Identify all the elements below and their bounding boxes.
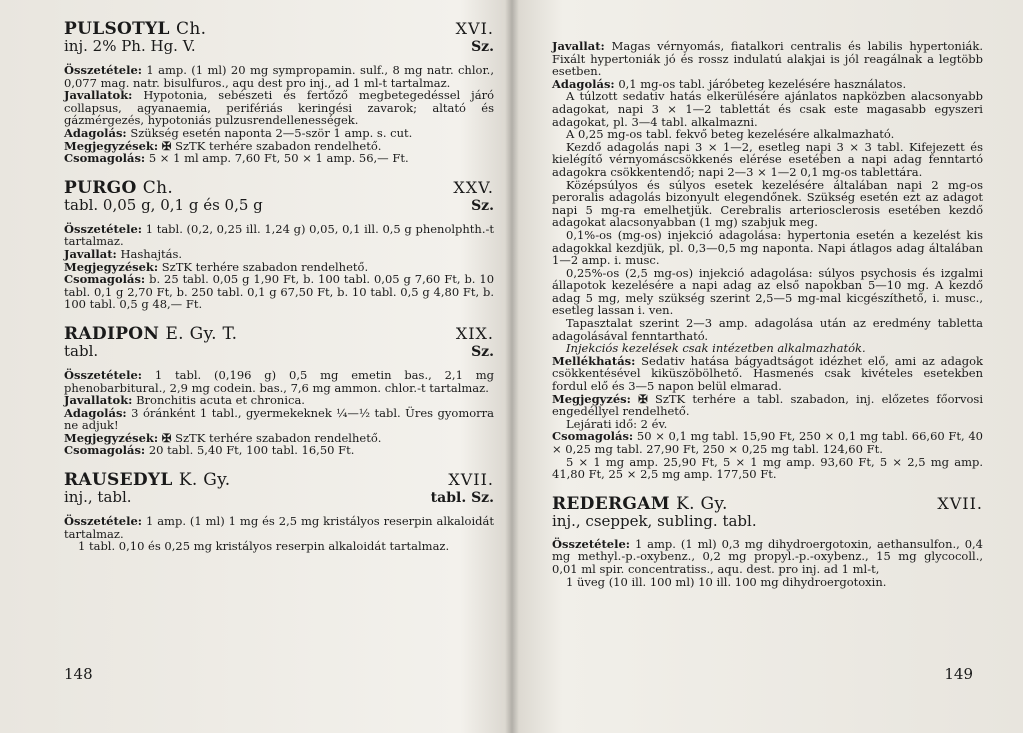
dosage: Adagolás: 3 óránként 1 tabl., gyermekeknek ¼—½ tabl. Üres gyomorra ne adjuk! [64, 405, 495, 433]
remarks: Megjegyzések: ✠ SzTK terhére szabadon rendelhető. [64, 430, 382, 445]
drug-form: inj., tabl. [64, 488, 132, 507]
remarks: Megjegyzések: ✠ SzTK terhére szabadon rendelhető. [64, 138, 382, 153]
drug-name: REDERGAM [552, 493, 670, 514]
drug-company: K. Gy. [676, 493, 728, 514]
drug-sz: Sz. [471, 343, 494, 360]
expiry: Lejárati idő: 2 év. [566, 416, 668, 431]
right-page [512, 0, 1023, 733]
packaging: Csomagolás: 50 × 0,1 mg tabl. 15,90 Ft, 250 × 0,1 mg tabl. 66,60 Ft, 40 × 0,25 mg tabl. 27,90 Ft, 250 × 0,25 mg tabl. 124,60 Ft. [552, 429, 983, 456]
entry-radipon [64, 325, 494, 457]
drug-sz: Sz. [471, 197, 494, 214]
dosage-paragraph: Kezdő adagolás napi 3 × 1—2, esetleg napi 3 × 3 tabl. Kifejezett és kielégítő vérnyomáscsökkenés elérése esetében a napi adag fenntartó adagokra csökkentendő; napi 2—3 × 1—2 0,1 mg-os tablettára. [552, 139, 983, 179]
composition: Összetétele: 1 tabl. (0,196 g) 0,5 mg emetin bas., 2,1 mg phenobarbitural., 2,9 mg codein. bas., 7,6 mg ammon. chlor.-t tartalmaz. [64, 367, 494, 395]
page-number: 148 [64, 665, 93, 683]
entry-redergam [552, 495, 983, 588]
drug-company: E. Gy. T. [165, 323, 238, 344]
composition: Összetétele: 1 amp. (1 ml) 20 mg sympropamin. sulf., 8 mg natr. chlor., 0,077 mag. natr. bisulfuros., aqu dest pro inj., ad 1 ml-t tartalmaz. [64, 63, 494, 90]
entry-header [552, 495, 983, 513]
drug-name: RADIPON [64, 323, 160, 344]
drug-class-number: XXV. [453, 177, 494, 197]
dosage-note: Injekciós kezelések csak intézetben alkalmazhatók. [566, 341, 866, 356]
dosage-paragraph: A 0,25 mg-os tabl. fekvő beteg kezelésére alkalmazható. [566, 127, 895, 142]
cross-icon: ✠ [161, 138, 172, 153]
entry-header [64, 471, 494, 489]
drug-form: inj. 2% Ph. Hg. V. [64, 37, 196, 55]
composition: Összetétele: 1 tabl. (0,2, 0,25 ill. 1,24 g) 0,05, 0,1 ill. 0,5 g phenolphth.-t tartalmaz. [64, 221, 494, 249]
packaging: Csomagolás: b. 25 tabl. 0,05 g 1,90 Ft, b. 100 tabl. 0,05 g 7,60 Ft, b. 10 tabl. 0,1 g 2,70 Ft, b. 250 tabl. 0,1 g 67,50 Ft, b. 10 tabl. 0,5 g 4,80 Ft, b. 100 tabl. 0,5 g 48,— Ft. [64, 272, 495, 312]
entry-header [64, 325, 494, 343]
drug-form: inj., cseppek, subling. tabl. [552, 511, 757, 530]
composition: Összetétele: 1 amp. (1 ml) 0,3 mg dihydroergotoxin, aethansulfon., 0,4 mg methyl.-p.-oxybenz., 0,2 mg propyl.-p.-oxybenz., 15 mg glycocoll., 0,01 ml spir. concentratiss., aqu. dest. pro inj. ad 1 ml-t, [552, 536, 983, 576]
side-effects: Mellékhatás: Sedativ hatása bágyadtságot idézhet elő, ami az adagok csökkentésével kiküszöbölhető. Hasmenés csak kivételes esetekben fordul elő és 3—5 napon belül elmarad. [552, 353, 983, 394]
remarks: Megjegyzés: ✠ SzTK terhére a tabl. szabadon, inj. előzetes főorvosi engedéllyel rendelhető. [552, 391, 983, 419]
packaging-injections: 5 × 1 mg amp. 25,90 Ft, 5 × 1 mg amp. 93,60 Ft, 5 × 2,5 mg amp. 41,80 Ft, 25 × 2,5 mg amp. 177,50 Ft. [552, 454, 983, 482]
indications: Javallatok: Hypotonia, sebészeti és fertőző megbetegedéssel járó collapsus, agyanaemia, perifériás keringési zavarok; altató és gázmérgezés, hypotoniás pulzusrendellenességek. [64, 88, 495, 128]
drug-company: Ch. [142, 177, 174, 198]
composition-drops: 1 üveg (10 ill. 100 ml) 10 ill. 100 mg dihydroergotoxin. [566, 574, 887, 589]
entry-rausedyl [64, 471, 494, 553]
cross-icon: ✠ [638, 391, 648, 406]
entry-header [64, 20, 494, 38]
drug-sz: Sz. [471, 39, 494, 55]
remarks: Megjegyzések: SzTK terhére szabadon rendelhető. [64, 259, 369, 274]
entry-rausedyl-continued [552, 40, 983, 481]
dosage-paragraph: 0,1%-os (mg-os) injekció adagolása: hypertonia esetén a kezelést kis adagokkal kezdjük, pl. 0,3—0,5 mg naponta. Napi átlagos adag általában 1—2 amp. i. musc. [552, 227, 983, 268]
dosage-paragraph: 0,25%-os (2,5 mg-os) injekció adagolása: súlyos psychosis és izgalmi állapotok kezelésére a napi adag az első napokban 5—10 mg. A kezdő adag 5 mg, mely szükség szerint 2,5—5 mg-mal kicgészíthető, i. musc., esetleg lassan i. ven. [552, 265, 983, 318]
drug-class-number: XVII. [937, 493, 983, 513]
drug-class-number: XVII. [448, 470, 494, 490]
cross-icon: ✠ [161, 430, 172, 445]
drug-form: tabl. [64, 341, 99, 360]
drug-name: PURGO [64, 177, 137, 198]
drug-sz: tabl. Sz. [430, 490, 494, 507]
entry-header [64, 179, 494, 197]
dosage-paragraph: A túlzott sedativ hatás elkerülésére ajánlatos napközben alacsonyabb adagokat, napi 3 × 1—2 tablettát és csak este magasabb egyszeri adagokat, pl. 3—4 tabl. alkalmazni. [552, 89, 983, 129]
indications: Javallat: Magas vérnyomás, fiatalkori centralis és labilis hypertoniák. Fixált hypertoniák jó és rossz indulatú alakjai is jól reagálnak a legtöbb esetben. [552, 39, 983, 79]
composition: Összetétele: 1 amp. (1 ml) 1 mg és 2,5 mg kristályos reserpin alkaloidát tartalmaz. [64, 514, 494, 541]
dosage: Adagolás: Szükség esetén naponta 2—5-ször 1 amp. s. cut. [64, 125, 413, 140]
packaging: Csomagolás: 5 × 1 ml amp. 7,60 Ft, 50 × 1 amp. 56,— Ft. [64, 151, 409, 166]
drug-name: RAUSEDYL [64, 470, 173, 491]
drug-name: PULSOTYL [64, 19, 170, 39]
drug-class-number: XVI. [455, 19, 494, 38]
indications: Javallat: Hashajtás. [64, 246, 183, 261]
indications: Javallatok: Bronchitis acuta et chronica. [64, 393, 305, 408]
drug-class-number: XIX. [455, 323, 494, 343]
dosage-paragraph: Tapasztalat szerint 2—3 amp. adagolása után az eredmény tabletta adagolásával fenntartható. [552, 316, 983, 343]
packaging: Csomagolás: 20 tabl. 5,40 Ft, 100 tabl. 16,50 Ft. [64, 443, 355, 458]
dosage-paragraph: Középsúlyos és súlyos esetek kezelésére általában napi 2 mg-os peroralis adagolás bizonyult elegendőnek. Szükség esetén ezt az adagot napi 5 mg-ra emelhetjük. Cerebralis arteriosclerosis esetében kezdő adagokat alacsonyabban (1 mg) szabjuk meg. [552, 177, 983, 230]
drug-company: Ch. [176, 19, 207, 39]
drug-company: K. Gy. [178, 470, 231, 491]
dosage: Adagolás: 0,1 mg-os tabl. járóbeteg kezelésére használatos. [552, 76, 907, 91]
entry-purgo [64, 179, 494, 311]
drug-form: tabl. 0,05 g, 0,1 g és 0,5 g [64, 195, 263, 214]
page-number: 149 [944, 665, 973, 683]
entry-pulsotyl [64, 20, 494, 165]
composition-tablet: 1 tabl. 0,10 és 0,25 mg kristályos reserpin alkaloidát tartalmaz. [78, 539, 450, 554]
